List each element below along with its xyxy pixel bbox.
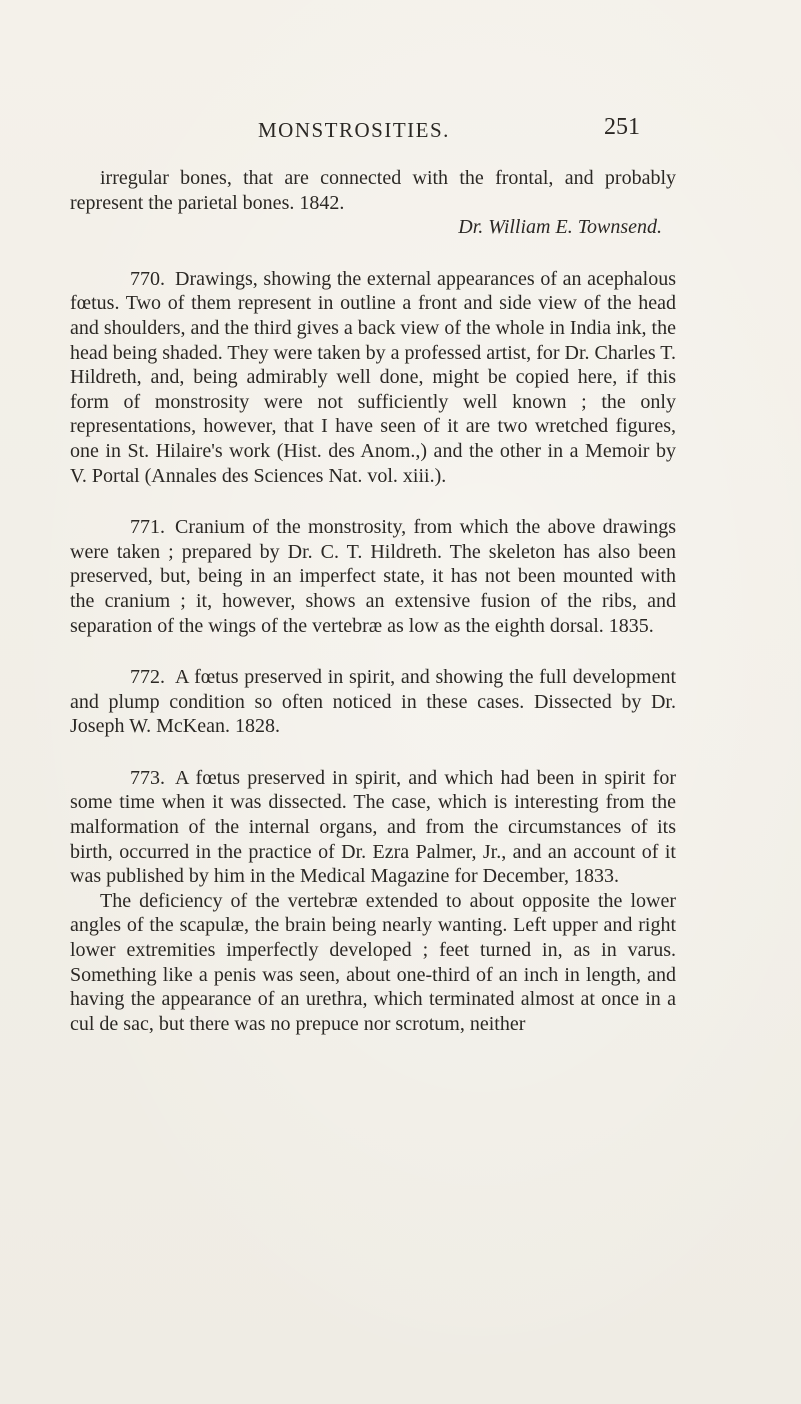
catalogue-entry-773 — [70, 766, 676, 889]
page-number: 251 — [604, 114, 640, 140]
entry-number: 773. — [130, 766, 165, 789]
catalogue-entry-771 — [70, 515, 676, 638]
entry-text: Cranium of the monstrosity, from which the above drawings were taken ; prepared by Dr. C. T. Hildreth. The skeleton has also been preserved, but, being in an imperfect state, it has not been mounted with the cranium ; it, however, shows an extensive fusion of the ribs, and separation of the wings of the vertebræ as low as the eighth dorsal. 1835. — [70, 516, 676, 637]
entry-text: A fœtus preserved in spirit, and which had been in spirit for some time when it was dissected. The case, which is interesting from the malformation of the internal organs, and from the circumstances of its birth, occurred in the practice of Dr. Ezra Palmer, Jr., and an account of it was published by him in the Medical Magazine for December, 1833. — [70, 766, 676, 888]
entry-number: 772. — [130, 666, 165, 689]
attribution: Dr. William E. Townsend. — [458, 216, 662, 239]
continued-paragraph: irregular bones, that are connected with the frontal, and probably represent the parietal bones. 1842. — [70, 167, 676, 214]
catalogue-entry-770 — [70, 267, 676, 488]
entry-number: 771. — [130, 516, 165, 539]
entry-text: A fœtus preserved in spirit, and showing the full development and plump condition so often noticed in these cases. Dissected by Dr. Joseph W. McKean. 1828. — [70, 666, 676, 738]
catalogue-entry-772 — [70, 665, 676, 739]
entry-continuation-paragraph: The deficiency of the vertebræ extended to about opposite the lower angles of the scapulæ, the brain being nearly wanting. Left upper and right lower extremities imperfectly developed ; feet turned in, as in varus. Something like a penis was seen, about one-third of an inch in length, and having the appearance of an urethra, which terminated almost at once in a cul de sac, but there was no prepuce nor scrotum, neither — [70, 889, 676, 1035]
entry-number: 770. — [130, 267, 165, 290]
running-title: MONSTROSITIES. — [258, 118, 450, 142]
entry-text: Drawings, showing the external appearances of an acephalous fœtus. Two of them represent in outline a front and side view of the head and shoulders, and the third gives a back view of the whole in India ink, the head being shaded. They were taken by a professed artist, for Dr. Charles T. Hildreth, and, being admirably well done, might be copied here, if this form of monstrosity were not sufficiently well known ; the only representations, however, that I have seen of it are two wretched figures, one in St. Hilaire's work (Hist. des Anom.,) and the other in a Memoir by V. Portal (Annales des Sciences Nat. vol. xiii.). — [70, 267, 676, 487]
body-text — [70, 166, 676, 1036]
running-head — [0, 114, 801, 154]
